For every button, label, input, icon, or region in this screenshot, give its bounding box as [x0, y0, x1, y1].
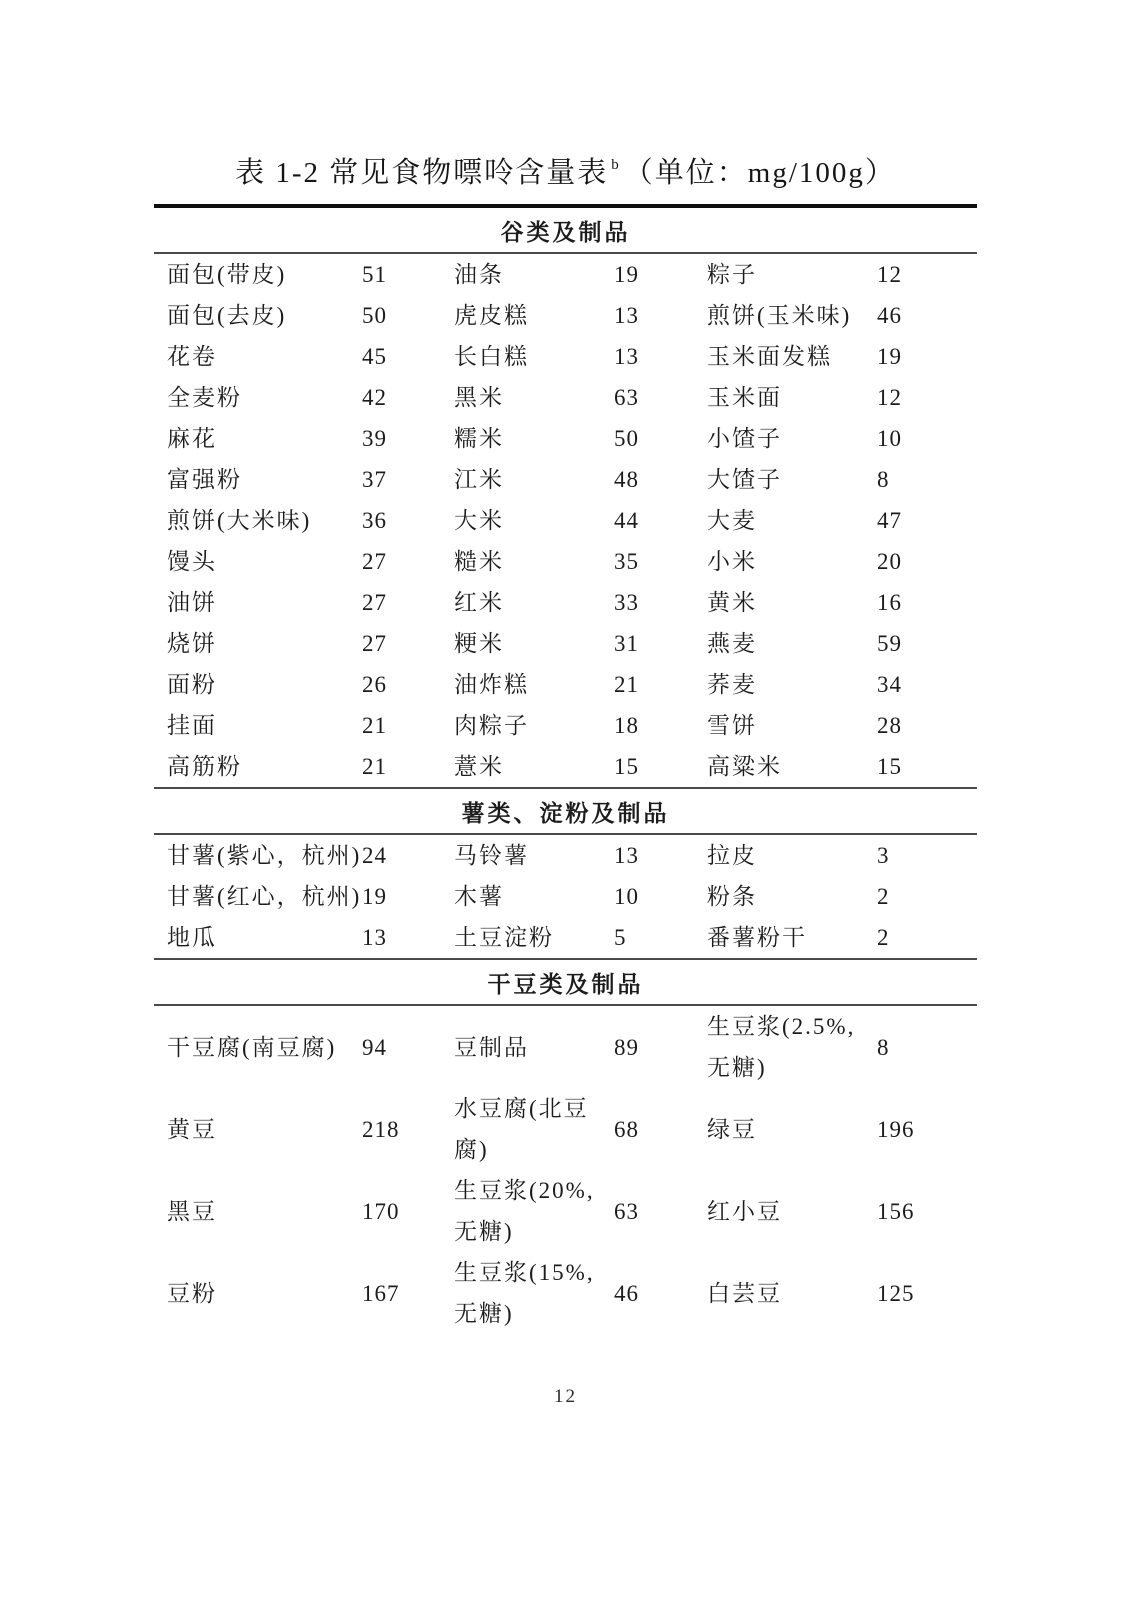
food-value-cell: 31 [614, 631, 639, 656]
food-name-text: 黑米 [454, 385, 504, 410]
food-name-text: 黄米 [707, 590, 757, 615]
table-row [154, 336, 977, 377]
food-name-text: 烧饼 [167, 631, 217, 656]
food-value-cell: 27 [362, 590, 387, 615]
food-value-cell: 19 [362, 884, 387, 909]
food-value-cell: 15 [877, 754, 902, 779]
food-value-cell: 2 [877, 925, 890, 950]
food-value-cell: 13 [362, 925, 387, 950]
food-name-text: 煎饼(大米味) [167, 508, 312, 533]
food-name-cell [454, 500, 614, 541]
food-name-text: 干豆腐(南豆腐) [167, 1034, 337, 1060]
table-row [154, 418, 977, 459]
food-value-cell: 68 [614, 1116, 639, 1142]
food-value-cell: 8 [877, 1034, 890, 1060]
food-name-text: 燕麦 [707, 631, 757, 656]
food-name-text: 红米 [454, 590, 504, 615]
table-row [154, 705, 977, 746]
food-name-cell [707, 500, 877, 541]
food-value-cell: 8 [877, 467, 890, 492]
food-name-cell [154, 876, 362, 917]
food-name-text: 绿豆 [707, 1116, 757, 1142]
food-name-text: 高粱米 [707, 754, 782, 779]
table-row [154, 876, 977, 917]
food-name-cell [707, 1273, 877, 1314]
food-name-cell [707, 459, 877, 500]
food-value-cell: 15 [614, 754, 639, 779]
food-name-text: 黑豆 [167, 1198, 217, 1224]
food-value-cell: 48 [614, 467, 639, 492]
food-name-text: 油炸糕 [454, 672, 529, 697]
food-name-cell [154, 917, 362, 958]
food-value-cell: 18 [614, 713, 639, 738]
food-name-text: 玉米面 [707, 385, 782, 410]
food-name-text: 粽子 [707, 262, 757, 287]
food-value-cell: 13 [614, 303, 639, 328]
food-name-text: 白芸豆 [707, 1280, 782, 1306]
food-name-text: 红小豆 [707, 1198, 782, 1224]
food-name-text: 地瓜 [167, 925, 217, 950]
food-value-cell: 46 [877, 303, 902, 328]
food-name-cell [707, 295, 877, 336]
table-row [154, 459, 977, 500]
page-title [154, 150, 977, 191]
food-name-cell [154, 582, 362, 623]
food-value-cell: 42 [362, 385, 387, 410]
food-value-cell: 167 [362, 1280, 400, 1306]
food-name-cell [154, 336, 362, 377]
food-value-cell: 89 [614, 1034, 639, 1060]
food-name-cell [454, 705, 614, 746]
food-name-cell [707, 705, 877, 746]
table-row [154, 1088, 977, 1170]
section-header: 薯类、淀粉及制品 [154, 789, 977, 835]
food-name-text: 油条 [454, 262, 504, 287]
food-name-text: 江米 [454, 467, 504, 492]
section-body [154, 1006, 977, 1334]
food-name-text: 生豆浆(20%, 无糖) [454, 1178, 595, 1244]
section-body [154, 254, 977, 789]
food-value-cell: 47 [877, 508, 902, 533]
food-name-text: 糯米 [454, 426, 504, 451]
food-value-cell: 34 [877, 672, 902, 697]
food-value-cell: 94 [362, 1034, 387, 1060]
table-row [154, 835, 977, 876]
food-name-cell [154, 377, 362, 418]
food-name-cell [707, 876, 877, 917]
food-name-text: 雪饼 [707, 713, 757, 738]
food-value-cell: 33 [614, 590, 639, 615]
food-value-cell: 50 [614, 426, 639, 451]
food-name-text: 大馇子 [707, 467, 782, 492]
food-name-cell [154, 500, 362, 541]
food-name-cell [154, 705, 362, 746]
food-name-cell [154, 746, 362, 787]
food-name-text: 小馇子 [707, 426, 782, 451]
food-value-cell: 27 [362, 631, 387, 656]
section-header: 干豆类及制品 [154, 960, 977, 1006]
food-name-cell [154, 1273, 362, 1314]
food-name-cell [154, 459, 362, 500]
food-name-cell [454, 664, 614, 705]
food-value-cell: 59 [877, 631, 902, 656]
food-name-text: 番薯粉干 [707, 925, 807, 950]
food-name-text: 面包(带皮) [167, 262, 287, 287]
food-name-cell [707, 336, 877, 377]
food-value-cell: 63 [614, 385, 639, 410]
food-name-cell [454, 582, 614, 623]
food-name-text: 全麦粉 [167, 385, 242, 410]
food-name-text: 大麦 [707, 508, 757, 533]
food-value-cell: 156 [877, 1198, 915, 1224]
food-value-cell: 19 [614, 262, 639, 287]
food-value-cell: 12 [877, 385, 902, 410]
food-value-cell: 46 [614, 1280, 639, 1306]
food-name-text: 马铃薯 [454, 843, 529, 868]
food-name-cell [454, 1027, 614, 1068]
table-row [154, 541, 977, 582]
food-name-cell [454, 254, 614, 295]
food-name-text: 糙米 [454, 549, 504, 574]
food-value-cell: 13 [614, 843, 639, 868]
food-name-cell [454, 917, 614, 958]
food-name-cell [707, 377, 877, 418]
food-value-cell: 196 [877, 1116, 915, 1142]
food-name-text: 花卷 [167, 344, 217, 369]
table-row [154, 746, 977, 787]
food-name-cell [707, 541, 877, 582]
food-name-text: 虎皮糕 [454, 303, 529, 328]
food-value-cell: 28 [877, 713, 902, 738]
food-value-cell: 218 [362, 1116, 400, 1142]
food-name-text: 土豆淀粉 [454, 925, 554, 950]
food-value-cell: 36 [362, 508, 387, 533]
food-name-text: 荞麦 [707, 672, 757, 697]
food-name-text: 面粉 [167, 672, 217, 697]
title-unit: （单位：mg/100g） [623, 157, 896, 189]
table-row [154, 1252, 977, 1334]
food-value-cell: 27 [362, 549, 387, 574]
food-name-text: 富强粉 [167, 467, 242, 492]
food-value-cell: 170 [362, 1198, 400, 1224]
food-name-cell [454, 377, 614, 418]
table-row [154, 295, 977, 336]
food-name-cell [454, 1088, 614, 1170]
food-value-cell: 35 [614, 549, 639, 574]
food-value-cell: 45 [362, 344, 387, 369]
food-name-cell [707, 418, 877, 459]
food-value-cell: 125 [877, 1280, 915, 1306]
food-value-cell: 21 [362, 754, 387, 779]
food-value-cell: 44 [614, 508, 639, 533]
food-name-cell [707, 746, 877, 787]
food-value-cell: 20 [877, 549, 902, 574]
table-row [154, 1006, 977, 1088]
food-value-cell: 37 [362, 467, 387, 492]
table-row [154, 377, 977, 418]
food-value-cell: 16 [877, 590, 902, 615]
food-value-cell: 10 [877, 426, 902, 451]
table-row [154, 1170, 977, 1252]
food-name-text: 大米 [454, 508, 504, 533]
page-number: 12 [554, 1386, 577, 1407]
food-value-cell: 21 [614, 672, 639, 697]
food-value-cell: 63 [614, 1198, 639, 1224]
food-name-cell [154, 541, 362, 582]
food-value-cell: 10 [614, 884, 639, 909]
food-name-text: 生豆浆(2.5%, 无糖) [707, 1014, 856, 1080]
table-row [154, 623, 977, 664]
food-name-text: 粳米 [454, 631, 504, 656]
food-value-cell: 39 [362, 426, 387, 451]
food-name-text: 油饼 [167, 590, 217, 615]
food-name-text: 甘薯(紫心，杭州) [167, 843, 362, 868]
purine-table [154, 204, 977, 1334]
food-name-cell [707, 254, 877, 295]
food-name-text: 甘薯(红心，杭州) [167, 884, 362, 909]
food-name-cell [454, 1252, 614, 1334]
food-name-cell [454, 418, 614, 459]
food-name-text: 麻花 [167, 426, 217, 451]
food-value-cell: 5 [614, 925, 627, 950]
food-name-text: 馒头 [167, 549, 217, 574]
title-text: 表 1-2 常见食物嘌呤含量表 [235, 157, 609, 189]
food-name-cell [707, 1109, 877, 1150]
food-name-text: 玉米面发糕 [707, 344, 832, 369]
food-name-cell [454, 459, 614, 500]
food-name-text: 薏米 [454, 754, 504, 779]
food-value-cell: 26 [362, 672, 387, 697]
section-header: 谷类及制品 [154, 208, 977, 254]
food-name-cell [707, 582, 877, 623]
title-footnote-marker: b [611, 157, 619, 174]
food-name-cell [454, 295, 614, 336]
food-value-cell: 13 [614, 344, 639, 369]
food-name-cell [454, 746, 614, 787]
food-name-cell [454, 541, 614, 582]
food-value-cell: 2 [877, 884, 890, 909]
food-name-cell [707, 835, 877, 876]
food-name-text: 水豆腐(北豆腐) [454, 1096, 589, 1162]
food-name-cell [154, 1191, 362, 1232]
food-name-text: 豆粉 [167, 1280, 217, 1306]
food-name-cell [154, 664, 362, 705]
food-name-cell [154, 835, 362, 876]
food-name-cell [454, 835, 614, 876]
food-name-cell [154, 295, 362, 336]
food-name-text: 拉皮 [707, 843, 757, 868]
table-row [154, 664, 977, 705]
food-value-cell: 24 [362, 843, 387, 868]
food-value-cell: 12 [877, 262, 902, 287]
food-name-text: 面包(去皮) [167, 303, 287, 328]
food-value-cell: 19 [877, 344, 902, 369]
section-body [154, 835, 977, 960]
table-row [154, 582, 977, 623]
table-row [154, 500, 977, 541]
food-name-text: 豆制品 [454, 1034, 529, 1060]
food-name-text: 小米 [707, 549, 757, 574]
food-name-cell [454, 1170, 614, 1252]
food-name-text: 挂面 [167, 713, 217, 738]
food-name-cell [454, 336, 614, 377]
food-name-cell [707, 917, 877, 958]
food-name-text: 生豆浆(15%, 无糖) [454, 1260, 595, 1326]
food-name-text: 高筋粉 [167, 754, 242, 779]
food-name-text: 长白糕 [454, 344, 529, 369]
food-name-cell [454, 876, 614, 917]
food-name-cell [707, 664, 877, 705]
food-value-cell: 3 [877, 843, 890, 868]
table-row [154, 254, 977, 295]
food-name-cell [154, 1109, 362, 1150]
food-name-cell [707, 1191, 877, 1232]
food-name-text: 木薯 [454, 884, 504, 909]
food-value-cell: 21 [362, 713, 387, 738]
food-value-cell: 51 [362, 262, 387, 287]
food-name-cell [154, 623, 362, 664]
food-name-cell [707, 1006, 877, 1088]
food-name-text: 黄豆 [167, 1116, 217, 1142]
food-name-text: 粉条 [707, 884, 757, 909]
food-name-cell [154, 418, 362, 459]
table-row [154, 917, 977, 958]
food-name-cell [154, 1027, 362, 1068]
food-name-text: 煎饼(玉米味) [707, 303, 852, 328]
food-name-cell [454, 623, 614, 664]
page-content [154, 0, 977, 1408]
food-name-cell [154, 254, 362, 295]
food-value-cell: 50 [362, 303, 387, 328]
food-name-text: 肉粽子 [454, 713, 529, 738]
food-name-cell [707, 623, 877, 664]
